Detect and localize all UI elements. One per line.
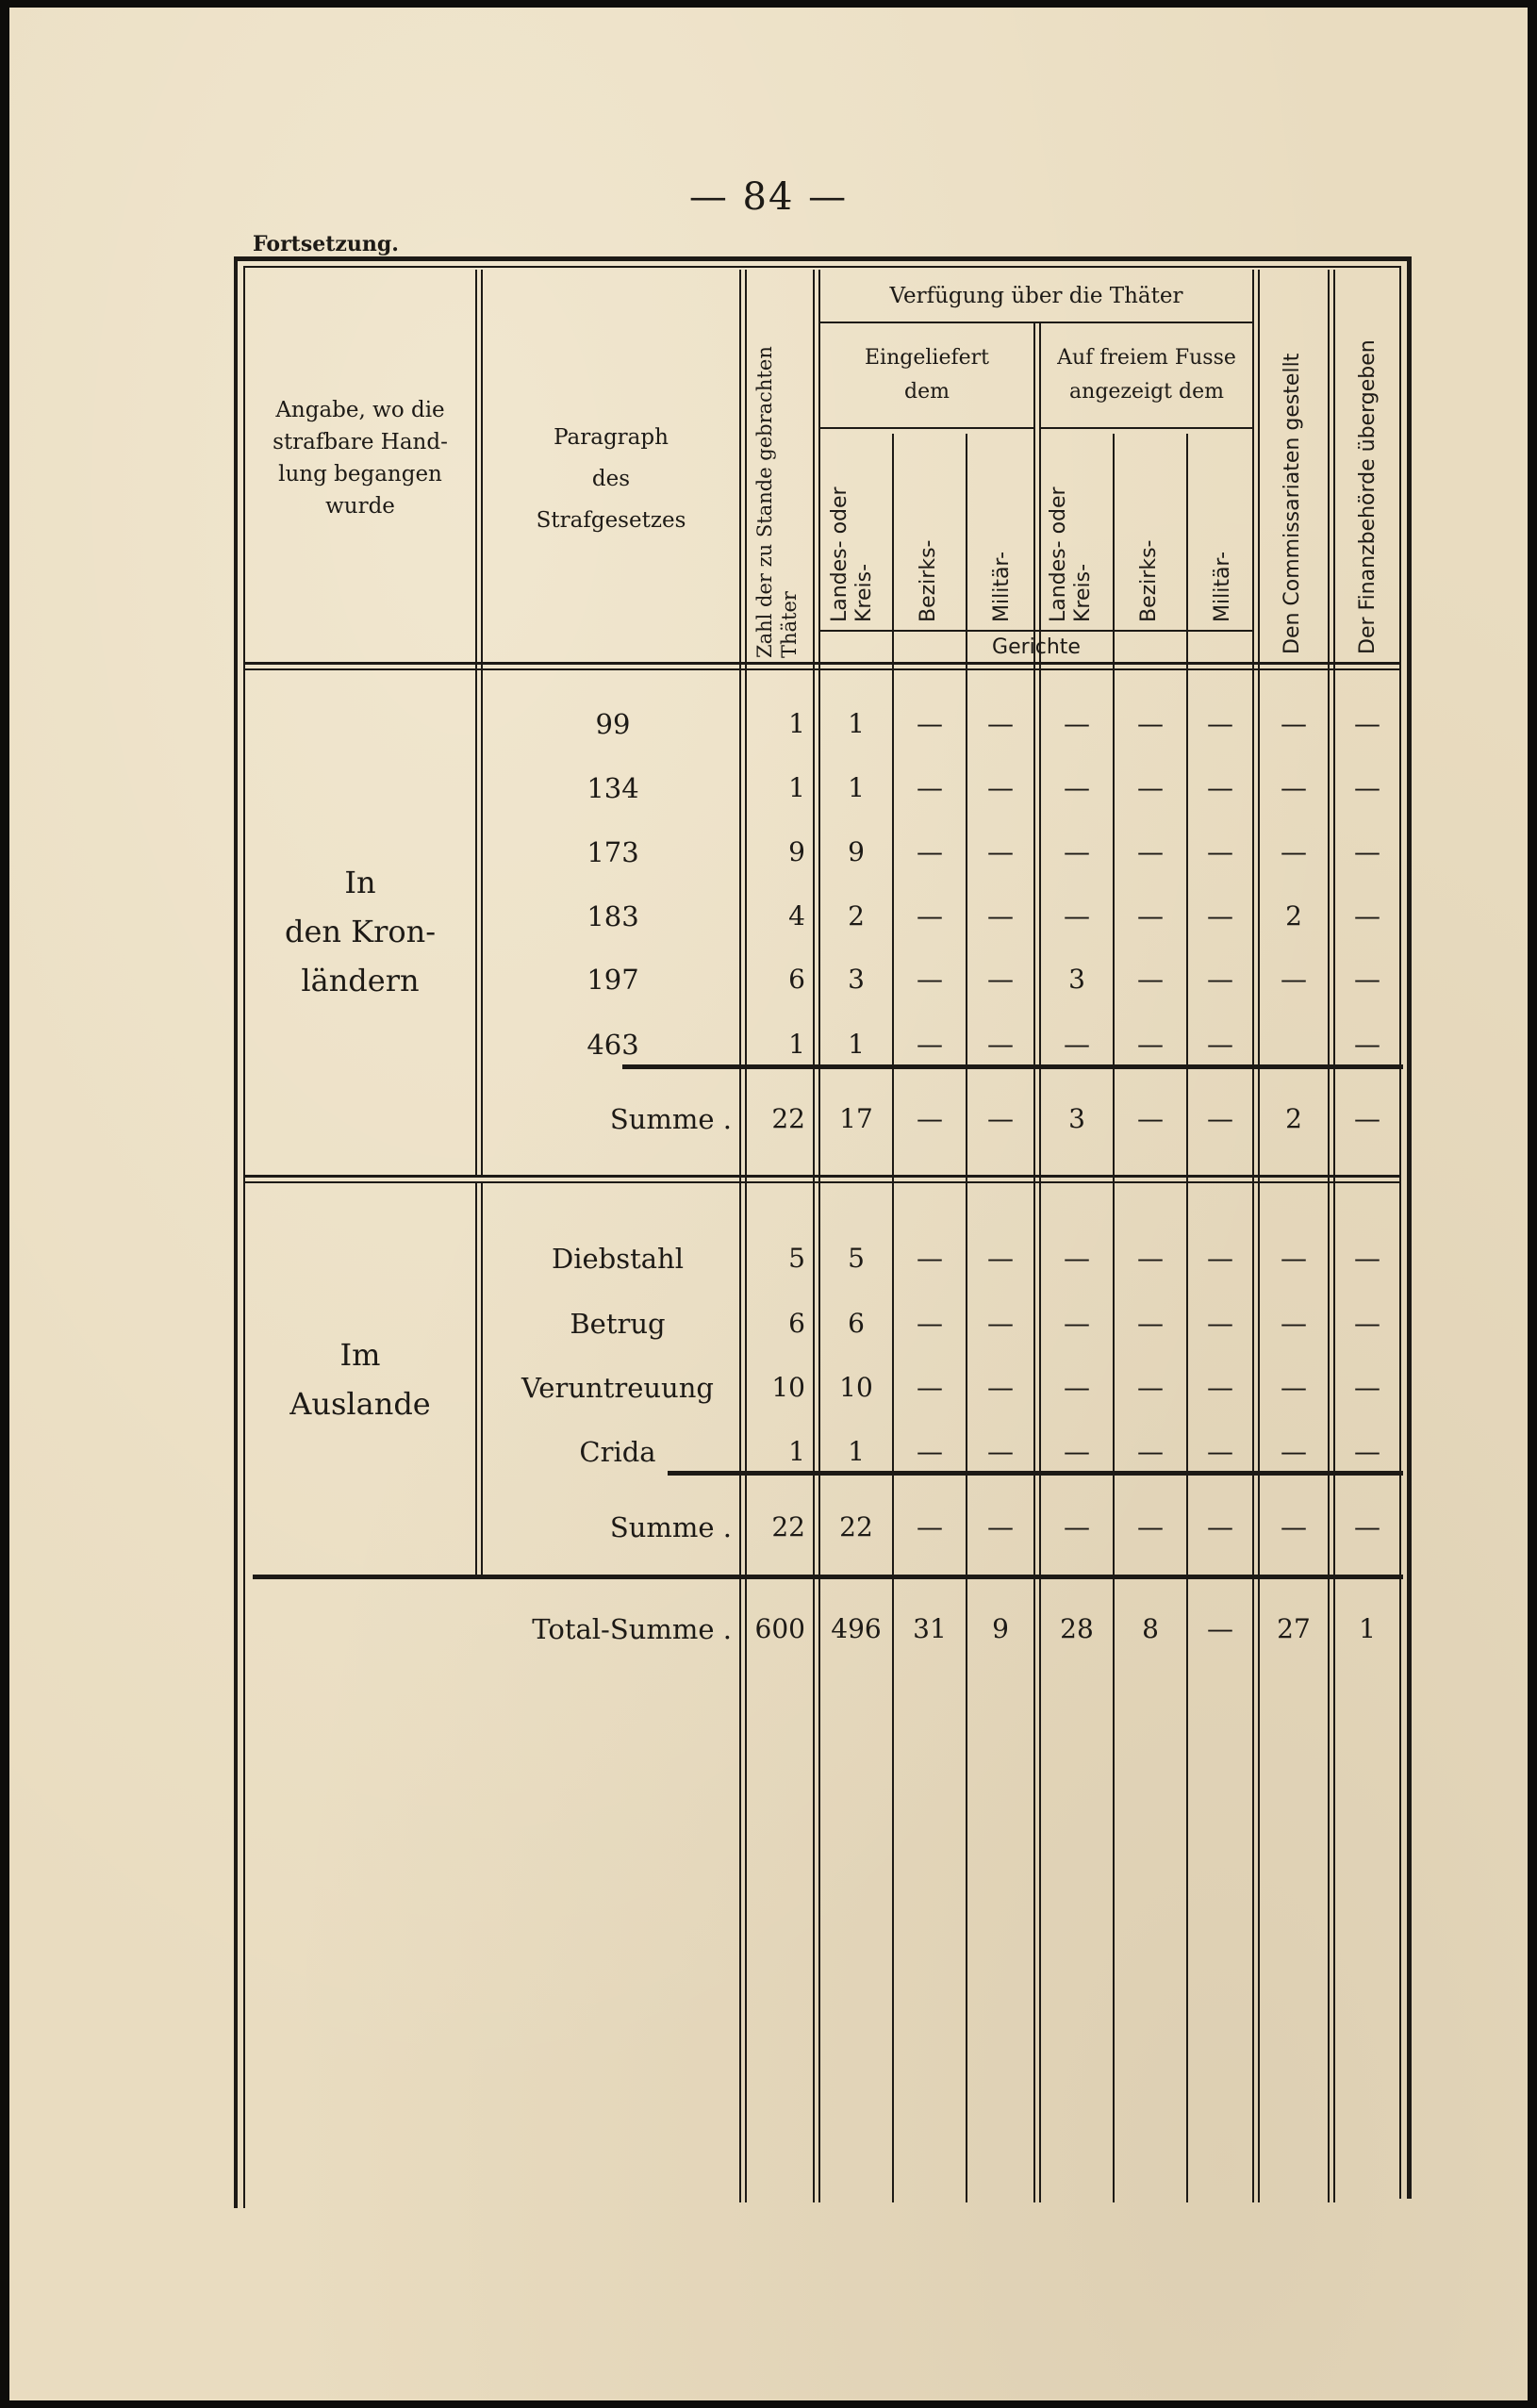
row-value: 10	[839, 1372, 873, 1403]
row-label: Summe .	[609, 1511, 732, 1543]
header-count: Zahl der zu Stande gebrachten Thäter	[753, 346, 801, 658]
row-value: —	[1281, 772, 1307, 803]
row-value: —	[1064, 1436, 1090, 1467]
row-value: —	[1137, 708, 1164, 739]
row-value: —	[1064, 1243, 1090, 1274]
row-value: —	[1137, 1308, 1164, 1339]
row-label: 183	[587, 900, 639, 932]
row-value: —	[1354, 708, 1380, 739]
row-value: —	[1281, 1372, 1307, 1403]
row-value: 27	[1277, 1613, 1311, 1644]
row-value: —	[1354, 964, 1380, 995]
row-label: 173	[587, 836, 639, 868]
header-disposition: Verfügung über die Thäter	[889, 284, 1183, 308]
row-value: —	[917, 1103, 943, 1134]
row-label: Veruntreuung	[521, 1372, 714, 1404]
row-label: Crida	[579, 1436, 656, 1468]
header-location: Angabe, wo die strafbare Hand- lung begangen wurde	[273, 398, 448, 519]
row-value: —	[1064, 708, 1090, 739]
row-value: —	[917, 964, 943, 995]
row-value: —	[917, 836, 943, 867]
row-value: 2	[1285, 1103, 1302, 1134]
row-value: —	[1064, 1511, 1090, 1542]
row-value: —	[1207, 1436, 1233, 1467]
row-value: 22	[771, 1103, 805, 1134]
row-value: —	[1137, 1243, 1164, 1274]
row-value: —	[1137, 1103, 1164, 1134]
row-value: —	[1207, 1511, 1233, 1542]
row-value: —	[1064, 900, 1090, 932]
row-value: —	[987, 1243, 1014, 1274]
row-label: 99	[595, 708, 631, 740]
row-value: 22	[839, 1511, 873, 1542]
row-value: —	[1281, 1308, 1307, 1339]
row-value: —	[1354, 1308, 1380, 1339]
row-label: 197	[587, 964, 639, 996]
row-value: —	[987, 1308, 1014, 1339]
row-value: 4	[788, 900, 805, 932]
row-value: 5	[788, 1243, 805, 1274]
row-value: 10	[771, 1372, 805, 1403]
row-label: Total-Summe .	[532, 1613, 732, 1645]
row-value: —	[1354, 900, 1380, 932]
row-value: —	[1354, 1436, 1380, 1467]
row-value: 3	[848, 964, 865, 995]
row-value: 1	[788, 1029, 805, 1060]
row-value: 28	[1060, 1613, 1094, 1644]
row-label: 134	[587, 772, 639, 804]
row-value: —	[1207, 1029, 1233, 1060]
row-value: —	[1137, 836, 1164, 867]
row-value: —	[917, 1243, 943, 1274]
row-value: —	[1137, 1511, 1164, 1542]
row-value: —	[1064, 772, 1090, 803]
row-value: —	[987, 1029, 1014, 1060]
row-value: —	[1354, 1103, 1380, 1134]
row-label: 463	[587, 1029, 639, 1061]
row-value: 31	[913, 1613, 947, 1644]
row-value: —	[987, 964, 1014, 995]
row-value: —	[1354, 1029, 1380, 1060]
row-value: 1	[788, 1436, 805, 1467]
row-value: 1	[848, 708, 865, 739]
row-value: —	[1281, 836, 1307, 867]
row-value: —	[987, 836, 1014, 867]
row-value: —	[1354, 772, 1380, 803]
header-paragraph: Paragraph des Strafgesetzes	[536, 425, 686, 533]
row-value: —	[1137, 772, 1164, 803]
row-value: —	[1207, 900, 1233, 932]
location-kronlaender: In den Kron- ländern	[284, 865, 437, 998]
header-court-militaer-1: Militär-	[990, 551, 1014, 622]
header-court-bezirks-1: Bezirks-	[917, 539, 940, 622]
row-value: —	[1137, 1436, 1164, 1467]
row-value: —	[917, 708, 943, 739]
row-value: —	[1207, 1243, 1233, 1274]
row-value: —	[917, 772, 943, 803]
row-value: 1	[848, 1436, 865, 1467]
row-value: 9	[992, 1613, 1009, 1644]
row-value: 1	[1359, 1613, 1376, 1644]
row-value: —	[917, 1511, 943, 1542]
row-value: 6	[848, 1308, 865, 1339]
row-value: —	[987, 900, 1014, 932]
row-value: —	[987, 772, 1014, 803]
row-value: 1	[848, 1029, 865, 1060]
row-value: 17	[839, 1103, 873, 1134]
row-value: —	[987, 708, 1014, 739]
row-value: —	[917, 1308, 943, 1339]
row-value: —	[1064, 1372, 1090, 1403]
header-finance: Der Finanzbehörde übergeben	[1356, 339, 1380, 654]
row-value: —	[1207, 708, 1233, 739]
row-value: 3	[1068, 964, 1085, 995]
header-courts: Gerichte	[992, 635, 1081, 659]
row-value: 496	[831, 1613, 882, 1644]
row-value: —	[1354, 1372, 1380, 1403]
row-value: —	[1207, 964, 1233, 995]
row-value: —	[1137, 1372, 1164, 1403]
scanned-page	[9, 8, 1528, 2400]
location-ausland: Im Auslande	[289, 1337, 431, 1422]
row-value: —	[1207, 1372, 1233, 1403]
row-value: 8	[1142, 1613, 1159, 1644]
row-value: 9	[848, 836, 865, 867]
header-court-bezirks-2: Bezirks-	[1137, 539, 1161, 622]
row-value: 2	[1285, 900, 1302, 932]
row-value: —	[917, 900, 943, 932]
row-value: —	[917, 1372, 943, 1403]
row-value: —	[1207, 1103, 1233, 1134]
row-value: 6	[788, 1308, 805, 1339]
row-value: —	[1281, 964, 1307, 995]
row-value: —	[1354, 1511, 1380, 1542]
row-value: —	[1281, 1511, 1307, 1542]
row-value: —	[1207, 836, 1233, 867]
continuation-label: Fortsetzung.	[253, 232, 399, 256]
row-value: 1	[788, 708, 805, 739]
row-value: —	[1064, 836, 1090, 867]
row-label: Diebstahl	[551, 1243, 685, 1275]
row-value: —	[1281, 1243, 1307, 1274]
row-value: 5	[848, 1243, 865, 1274]
row-value: —	[1137, 900, 1164, 932]
header-free: Auf freiem Fusse angezeigt dem	[1057, 346, 1236, 404]
row-value: —	[1207, 1613, 1233, 1644]
page-number: — 84 —	[688, 175, 849, 219]
row-value: —	[1207, 772, 1233, 803]
row-value: 9	[788, 836, 805, 867]
row-value: —	[1137, 1029, 1164, 1060]
row-value: —	[1064, 1308, 1090, 1339]
row-value: —	[1281, 1436, 1307, 1467]
row-value: —	[917, 1436, 943, 1467]
row-value: 1	[788, 772, 805, 803]
row-value: —	[987, 1103, 1014, 1134]
header-court-landes-2: Landes- oder Kreis-	[1047, 487, 1095, 622]
header-court-landes-1: Landes- oder Kreis-	[828, 487, 876, 622]
row-label: Summe .	[609, 1103, 732, 1135]
row-value: —	[1354, 1243, 1380, 1274]
row-value: 1	[848, 772, 865, 803]
row-value: —	[1064, 1029, 1090, 1060]
row-value: 3	[1068, 1103, 1085, 1134]
row-value: —	[1354, 836, 1380, 867]
header-commissariat: Den Commissariaten gestellt	[1281, 353, 1304, 654]
header-delivered: Eingeliefert dem	[865, 346, 989, 404]
header-court-militaer-2: Militär-	[1211, 551, 1234, 622]
row-value: 600	[754, 1613, 805, 1644]
row-value: —	[1207, 1308, 1233, 1339]
row-value: —	[1281, 708, 1307, 739]
row-value: 22	[771, 1511, 805, 1542]
row-value: 6	[788, 964, 805, 995]
row-value: —	[987, 1511, 1014, 1542]
row-label: Betrug	[570, 1308, 666, 1340]
row-value: —	[987, 1436, 1014, 1467]
row-value: —	[987, 1372, 1014, 1403]
row-value: 2	[848, 900, 865, 932]
row-value: —	[917, 1029, 943, 1060]
row-value: —	[1137, 964, 1164, 995]
